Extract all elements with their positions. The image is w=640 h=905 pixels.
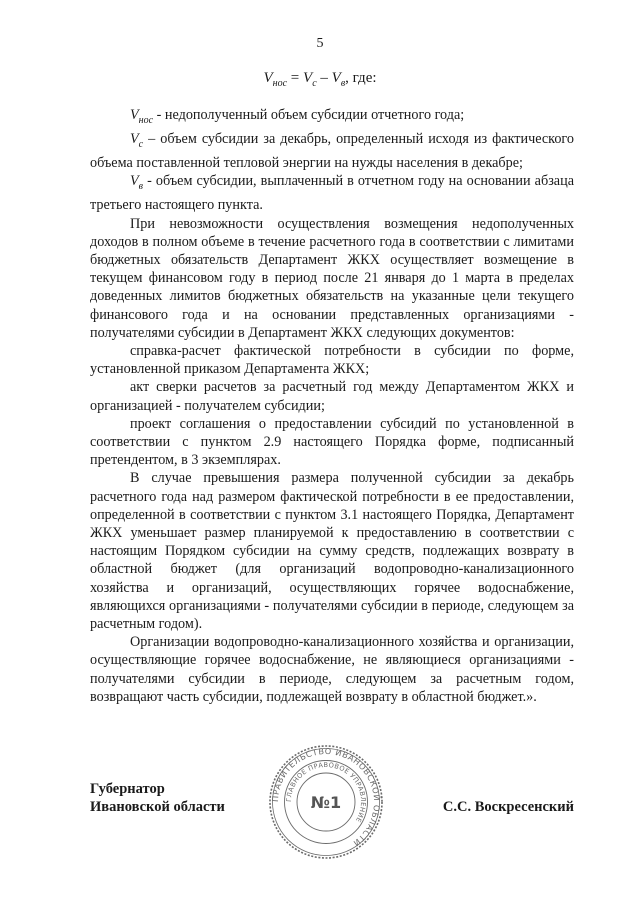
formula-lhs-var: V (263, 70, 273, 86)
def-var: V (130, 173, 139, 190)
signatory-title-line2: Ивановской области (90, 799, 225, 815)
formula-t1-sub: с (312, 78, 317, 89)
formula-t1-var: V (303, 70, 313, 86)
signatory-title-line1: Губернатор (90, 781, 165, 797)
def-sub: с (138, 138, 144, 150)
formula (0, 70, 640, 89)
def-text: - объем субсидии, выплаченный в отчетном году на основании абзаца третьего настоящего пункта. (90, 173, 574, 214)
paragraph: Организации водопроводно-канализационного хозяйства и организации, осуществляющие горячее водоснабжение, не являющиеся организациями - получателями субсидии в периоде, следующем за расчетным годом, возвращают часть субсидии, подлежащей возврату в областной бюджет.». (90, 634, 574, 705)
definition-vc (90, 130, 574, 172)
def-sub: в (138, 181, 144, 193)
formula-lhs-sub: нос (272, 78, 288, 89)
def-var: V (130, 131, 139, 148)
signatory-name: С.С. Воскресенский (442, 799, 574, 815)
def-text: - недополученный объем субсидии отчетного года; (153, 107, 465, 123)
page-number: 5 (316, 36, 324, 51)
signatory-title (90, 780, 225, 816)
formula-t2-var: V (331, 70, 341, 86)
def-sub: нос (138, 114, 154, 126)
paragraph: В случае превышения размера полученной субсидии за декабрь расчетного года над размером фактической потребности в ее предоставлении, определенной в соответствии с пунктом 3.1 настоящего Порядка, Департамент ЖКХ уменьшает размер планируемой к предоставлению в соответствии с настоящим Порядком субсидии на сумму средств, подлежащих возврату в областной бюджет (для организаций водопроводно-канализационного хозяйства и организаций, осуществляющих горячее водоснабжение, являющихся организациями - получателями субсидии в периоде, следующем за расчетным годом). (90, 470, 574, 632)
paragraph: При невозможности осуществления возмещения недополученных доходов в полном объеме в течение расчетного года в соответствии с лимитами бюджетных обязательств Департамент ЖКХ осуществляет возмещение в текущем финансовом году в период после 21 января до 1 марта в пределах доведенных лимитов бюджетных обязательств на указанные цели текущего финансового года и на основании представленных организациями - получателями субсидии в Департамент ЖКХ следующих документов: (90, 215, 574, 341)
stamp-outer-text: ПРАВИТЕЛЬСТВО ИВАНОВСКОЙ ОБЛАСТИ (269, 745, 383, 849)
stamp-number: №1 (310, 793, 342, 812)
official-stamp-seal (268, 744, 384, 860)
paragraph: проект соглашения о предоставлении субсидий по установленной в соответствии с пунктом 2.9 настоящего Порядка форме, подписанный претендентом, в 3 экземплярах. (90, 415, 574, 469)
document-body (90, 106, 574, 706)
paragraph: справка-расчет фактической потребности в субсидии по форме, установленной приказом Департамента ЖКХ; (90, 342, 574, 378)
def-text: – объем субсидии за декабрь, определенный исходя из фактического объема поставленной тепловой энергии на нужды населения в декабре; (90, 131, 574, 172)
formula-minus: – (316, 70, 332, 86)
formula-eq: = (287, 70, 304, 86)
def-var: V (130, 107, 139, 123)
formula-t2-sub: в (340, 78, 346, 89)
definition-vv (90, 172, 574, 214)
formula-suffix: , где: (345, 70, 377, 86)
definition-vnos (90, 106, 574, 130)
paragraph: акт сверки расчетов за расчетный год между Департаментом ЖКХ и организацией - получателем субсидии; (90, 379, 574, 414)
stamp-inner-text: ГЛАВНОЕ ПРАВОВОЕ УПРАВЛЕНИЕ (284, 760, 368, 824)
